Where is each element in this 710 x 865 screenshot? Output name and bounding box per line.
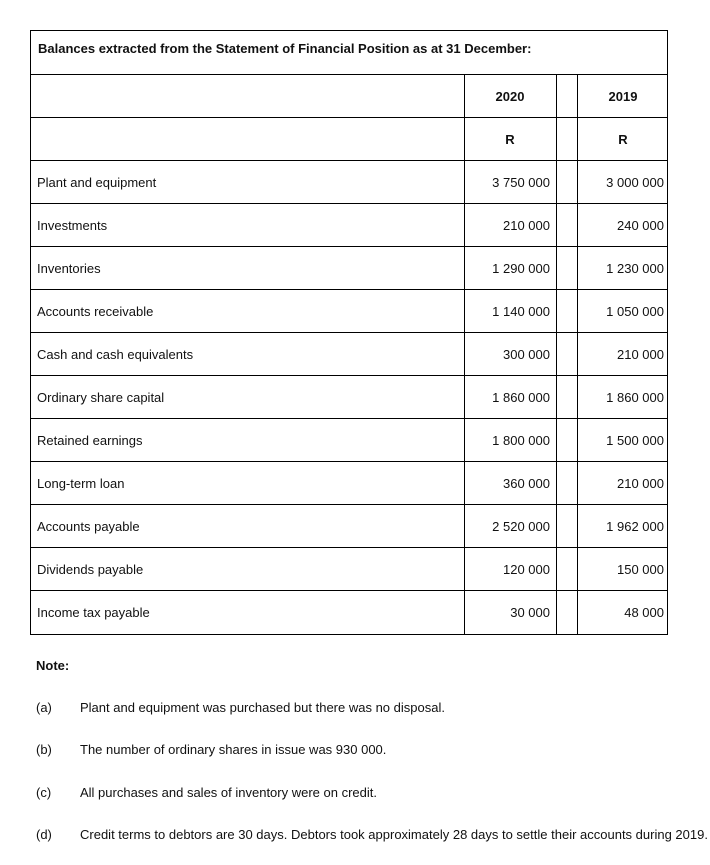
value-2020: 1 140 000 [492,304,550,319]
row-label: Income tax payable [37,605,150,620]
value-2020: 1 860 000 [492,390,550,405]
note-text: Credit terms to debtors are 30 days. Debtors took approximately 28 days to settle their accounts during 2019. [80,827,708,842]
value-2019: 1 230 000 [606,261,664,276]
value-2020: 360 000 [503,476,550,491]
table-row [31,376,667,419]
value-2019: 1 050 000 [606,304,664,319]
column-divider [556,75,557,634]
value-2019: 240 000 [617,218,664,233]
row-label: Accounts receivable [37,304,154,319]
note-letter: (a) [36,700,52,715]
currency-2019: R [618,132,628,147]
value-2020: 1 290 000 [492,261,550,276]
value-2019: 1 860 000 [606,390,664,405]
value-2020: 120 000 [503,562,550,577]
row-label: Plant and equipment [37,175,157,190]
table-row [31,462,667,505]
value-2019: 1 500 000 [606,433,664,448]
currency-header-row [31,118,667,161]
row-label: Investments [37,218,108,233]
note-letter: (b) [36,742,52,757]
value-2020: 2 520 000 [492,519,550,534]
column-divider [464,75,465,634]
note-text: The number of ordinary shares in issue was 930 000. [80,742,387,757]
value-2019: 210 000 [617,476,664,491]
value-2020: 3 750 000 [492,175,550,190]
value-2020: 30 000 [510,605,550,620]
table-row [31,419,667,462]
value-2020: 210 000 [503,218,550,233]
row-label: Inventories [37,261,101,276]
year-header-row [31,75,667,118]
header-2019: 2019 [608,89,638,104]
table-row [31,204,667,247]
currency-2020: R [505,132,515,147]
balances-table [30,30,668,635]
row-label: Dividends payable [37,562,144,577]
row-label: Ordinary share capital [37,390,165,405]
note-letter: (d) [36,827,52,842]
row-label: Long-term loan [37,476,125,491]
table-row [31,505,667,548]
table-row [31,591,667,634]
value-2020: 300 000 [503,347,550,362]
note-heading: Note: [36,658,70,673]
value-2020: 1 800 000 [492,433,550,448]
value-2019: 3 000 000 [606,175,664,190]
row-label: Retained earnings [37,433,143,448]
table-title-row [31,31,667,75]
value-2019: 48 000 [624,605,664,620]
table-title: Balances extracted from the Statement of Financial Position as at 31 December: [38,41,532,56]
header-2020: 2020 [495,89,525,104]
table-row [31,333,667,376]
value-2019: 150 000 [617,562,664,577]
value-2019: 1 962 000 [606,519,664,534]
table-row [31,548,667,591]
table-row [31,161,667,204]
row-label: Cash and cash equivalents [37,347,194,362]
value-2019: 210 000 [617,347,664,362]
column-divider [577,75,578,634]
note-letter: (c) [36,785,52,800]
row-label: Accounts payable [37,519,140,534]
note-text: All purchases and sales of inventory were on credit. [80,785,377,800]
note-text: Plant and equipment was purchased but there was no disposal. [80,700,445,715]
table-row [31,247,667,290]
table-row [31,290,667,333]
